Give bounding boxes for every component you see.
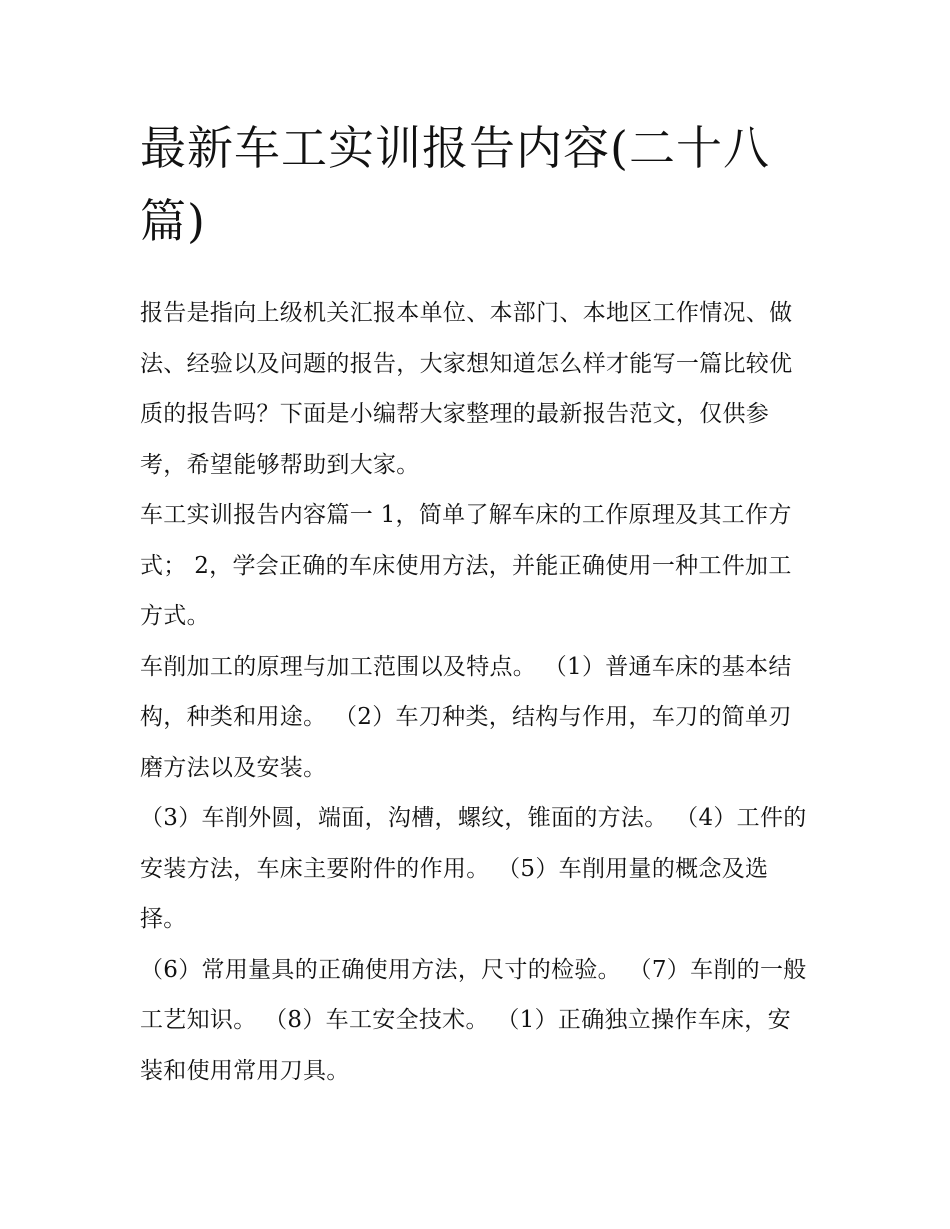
body-paragraph: （3）车削外圆，端面，沟槽，螺纹，锥面的方法。 （4）工件的安装方法，车床主要附件的作用。 （5）车削用量的概念及选择。 [140,805,807,932]
intro-paragraph: 报告是指向上级机关汇报本单位、本部门、本地区工作情况、做法、经验以及问题的报告，大家想知道怎么样才能写一篇比较优质的报告吗？下面是小编帮大家整理的最新报告范文，仅供参考，希望能够帮助到大家。 [140,300,793,478]
body-paragraph: （6）常用量具的正确使用方法，尺寸的检验。 （7）车削的一般工艺知识。 （8）车工安全技术。 （1）正确独立操作车床，安装和使用常用刀具。 [140,956,807,1084]
body-paragraph: 车工实训报告内容篇一 1，简单了解车床的工作原理及其工作方式； 2，学会正确的车床使用方法，并能正确使用一种工件加工方式。 [140,502,792,629]
document-title: 最新车工实训报告内容(二十八篇) [140,121,770,248]
body-paragraph: 车削加工的原理与加工范围以及特点。 （1）普通车床的基本结构，种类和用途。 （2）车刀种类，结构与作用，车刀的简单刃磨方法以及安装。 [140,653,792,781]
document-page [140,112,812,1096]
